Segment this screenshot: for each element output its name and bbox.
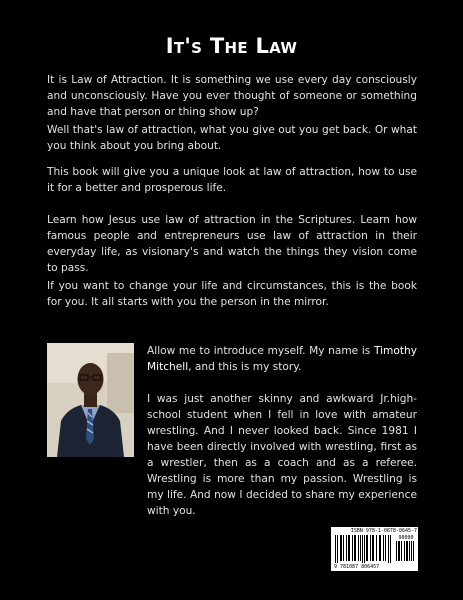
bio-intro-before: Allow me to introduce myself. My name is [147,345,374,357]
paragraph-change: If you want to change your life and circumstances, this is the book for you. It all starts with you the person in the mirror. [47,280,417,308]
bio-intro [147,343,417,375]
author-name: Timothy Mitchell [147,345,417,373]
paragraph-law: Well that's law of attraction, what you give out you get back. Or what you think about you bring about. [47,124,417,152]
author-photo [47,343,134,457]
barcode-digits: 9 781087 806457 [334,564,380,570]
price-code: 90000 [398,535,414,541]
author-photo-image [47,343,134,457]
paragraph-intro: It is Law of Attraction. It is something we use every day consciously and unconsciously. Have you ever thought of someone or something and have that person or thing show up? [47,74,417,118]
paragraph-learn: Learn how Jesus use law of attraction in the Scriptures. Learn how famous people and entrepreneurs use law of attraction in their everyday life, as visionary's and watch the things they vision come to pass. [47,214,417,274]
book-title: It's The Law [165,34,298,58]
isbn-number: ISBN 978-1-0878-0645-7 [350,528,417,534]
paragraph-book: This book will give you a unique look at law of attraction, how to use it for a better and prosperous life. [47,166,417,194]
bio-story: I was just another skinny and awkward Jr.high-school student when I fell in love with amateur wrestling. And I never looked back. Since 1981 I have been directly involved with wrestling, first as a wrestler, then as a coach and as a referee. Wrestling is more than my passion. Wrestling is my life. And now I decided to share my experience with you. [147,393,417,517]
bio-intro-after: , and this is my story. [188,361,302,373]
